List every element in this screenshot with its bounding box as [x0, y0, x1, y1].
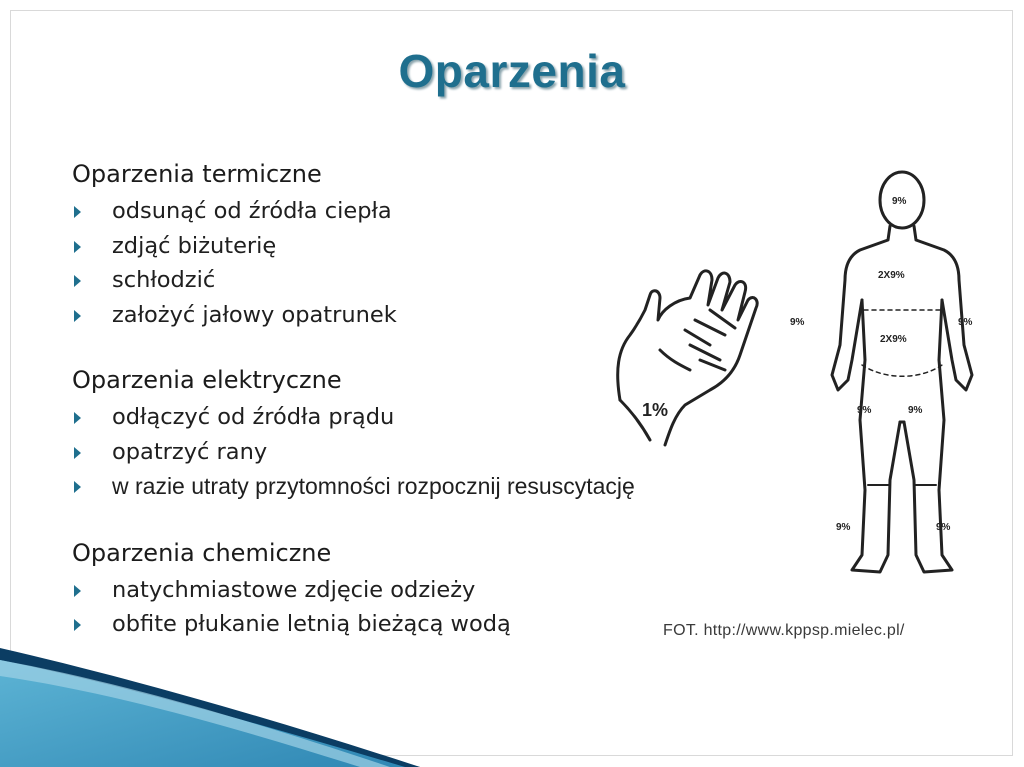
list-item: odsunąć od źródła ciepła [72, 194, 872, 229]
left-leg-percent-label: 9% [836, 522, 851, 533]
section-heading: Oparzenia chemiczne [72, 538, 332, 567]
left-thigh-percent-label: 9% [857, 405, 872, 416]
body-illustration [832, 172, 972, 572]
bullet-arrow-icon [74, 206, 81, 218]
chest-percent-label: 2X9% [878, 270, 905, 281]
list-item: odłączyć od źródła prądu [72, 400, 872, 435]
section-heading: Oparzenia termiczne [72, 160, 322, 188]
photo-caption: FOT. http://www.kppsp.mielec.pl/ [663, 622, 905, 639]
hand-percent-label: 1% [642, 400, 669, 420]
list-item: natychmiastowe zdjęcie odzieży [72, 573, 872, 608]
bullet-arrow-icon [74, 585, 81, 597]
list-item: zdjąć biżuterię [72, 229, 872, 264]
bullet-arrow-icon [74, 310, 81, 322]
list-item: opatrzyć rany [72, 435, 872, 470]
bullet-arrow-icon [74, 241, 81, 253]
rule-of-nines-figure [590, 160, 980, 590]
bullet-arrow-icon [74, 481, 81, 493]
list-item: w razie utraty przytomności rozpocznij resuscytację [72, 469, 872, 505]
left-arm-percent-label: 9% [790, 317, 805, 328]
slide-title: Oparzenia [398, 45, 626, 97]
bullet-arrow-icon [74, 447, 81, 459]
decorative-wave [0, 620, 420, 767]
back-percent-label: 2X9% [880, 334, 907, 345]
bullet-arrow-icon [74, 412, 81, 424]
head-percent-label: 9% [892, 196, 907, 207]
list-item: schłodzić [72, 263, 872, 298]
bullet-arrow-icon [74, 275, 81, 287]
list-item: obfite płukanie letnią bieżącą wodą [72, 607, 872, 642]
right-leg-percent-label: 9% [936, 522, 951, 533]
right-arm-percent-label: 9% [958, 317, 973, 328]
right-thigh-percent-label: 9% [908, 405, 923, 416]
section-heading: Oparzenia elektryczne [72, 366, 342, 394]
hand-illustration [618, 271, 757, 445]
list-item: założyć jałowy opatrunek [72, 298, 872, 333]
